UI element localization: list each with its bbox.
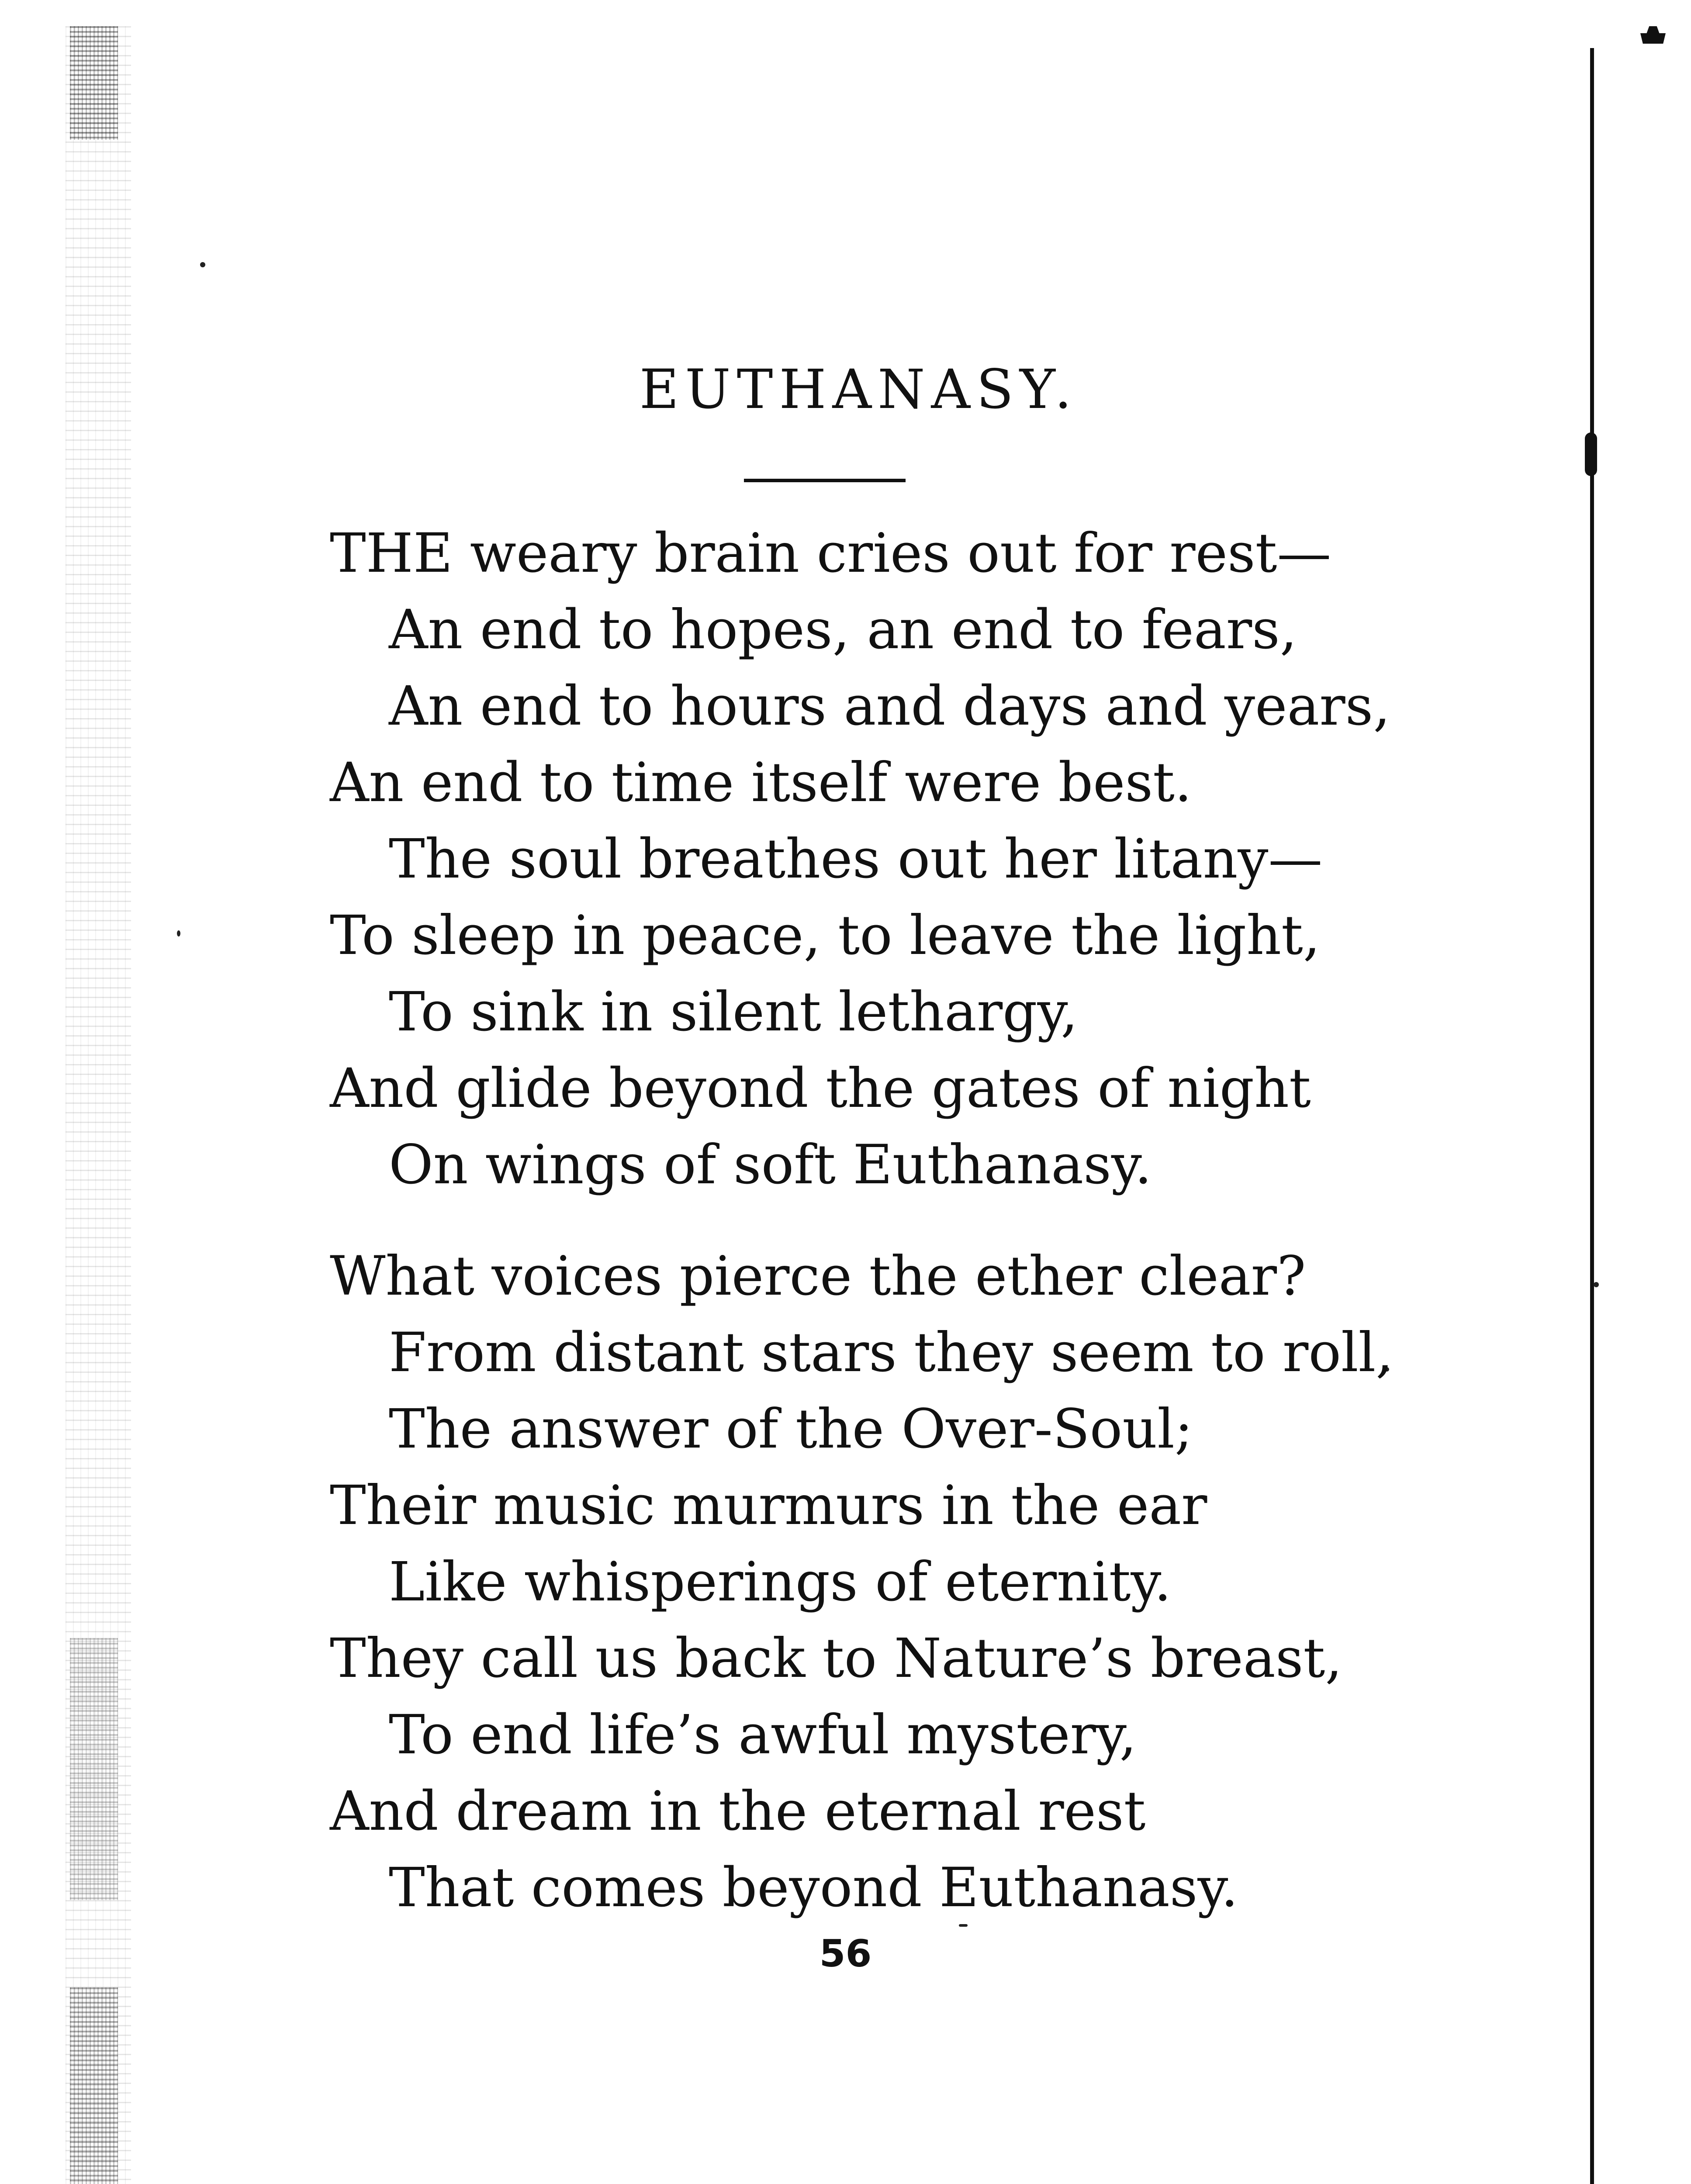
page-number: 56	[819, 1932, 872, 1976]
poem-line: THE weary brain cries out for rest—	[330, 522, 1331, 585]
poem-body	[330, 0, 1553, 2184]
poem-line: Their music murmurs in the ear	[330, 1474, 1207, 1537]
scan-speck	[1594, 1282, 1599, 1287]
poem-line: And dream in the eternal rest	[330, 1780, 1146, 1843]
poem-line: From distant stars they seem to roll,	[389, 1321, 1393, 1384]
left-gutter-scan-noise-dense-mid	[70, 1638, 118, 1900]
poem-line: An end to hours and days and years,	[389, 675, 1390, 738]
corner-stamp-mark	[1640, 26, 1666, 44]
poem-line: The answer of the Over-Soul;	[389, 1398, 1193, 1461]
poem-line: The soul breathes out her litany—	[389, 828, 1323, 891]
poem-line: An end to time itself were best.	[330, 751, 1192, 814]
poem-line: That comes beyond Euthanasy.	[389, 1856, 1238, 1919]
poem-line: They call us back to Nature’s breast,	[330, 1627, 1342, 1690]
left-gutter-scan-noise-dense-bottom	[70, 1987, 118, 2184]
poem-line: To sleep in peace, to leave the light,	[330, 904, 1321, 967]
scan-speck	[177, 930, 180, 936]
poem-line: And glide beyond the gates of night	[330, 1057, 1311, 1120]
poem-line: An end to hopes, an end to fears,	[389, 598, 1297, 661]
poem-line: Like whisperings of eternity.	[389, 1551, 1172, 1614]
poem-line: What voices pierce the ether clear?	[330, 1245, 1306, 1308]
scan-speck	[200, 262, 205, 267]
poem-title: EUTHANASY.	[639, 358, 1078, 421]
right-margin-rule-mark	[1585, 432, 1597, 476]
poem-line: To end life’s awful mystery,	[389, 1704, 1137, 1766]
poem-line: To sink in silent lethargy,	[389, 981, 1078, 1044]
left-gutter-scan-noise-dense-top	[70, 26, 118, 140]
poem-line: On wings of soft Euthanasy.	[389, 1133, 1152, 1196]
